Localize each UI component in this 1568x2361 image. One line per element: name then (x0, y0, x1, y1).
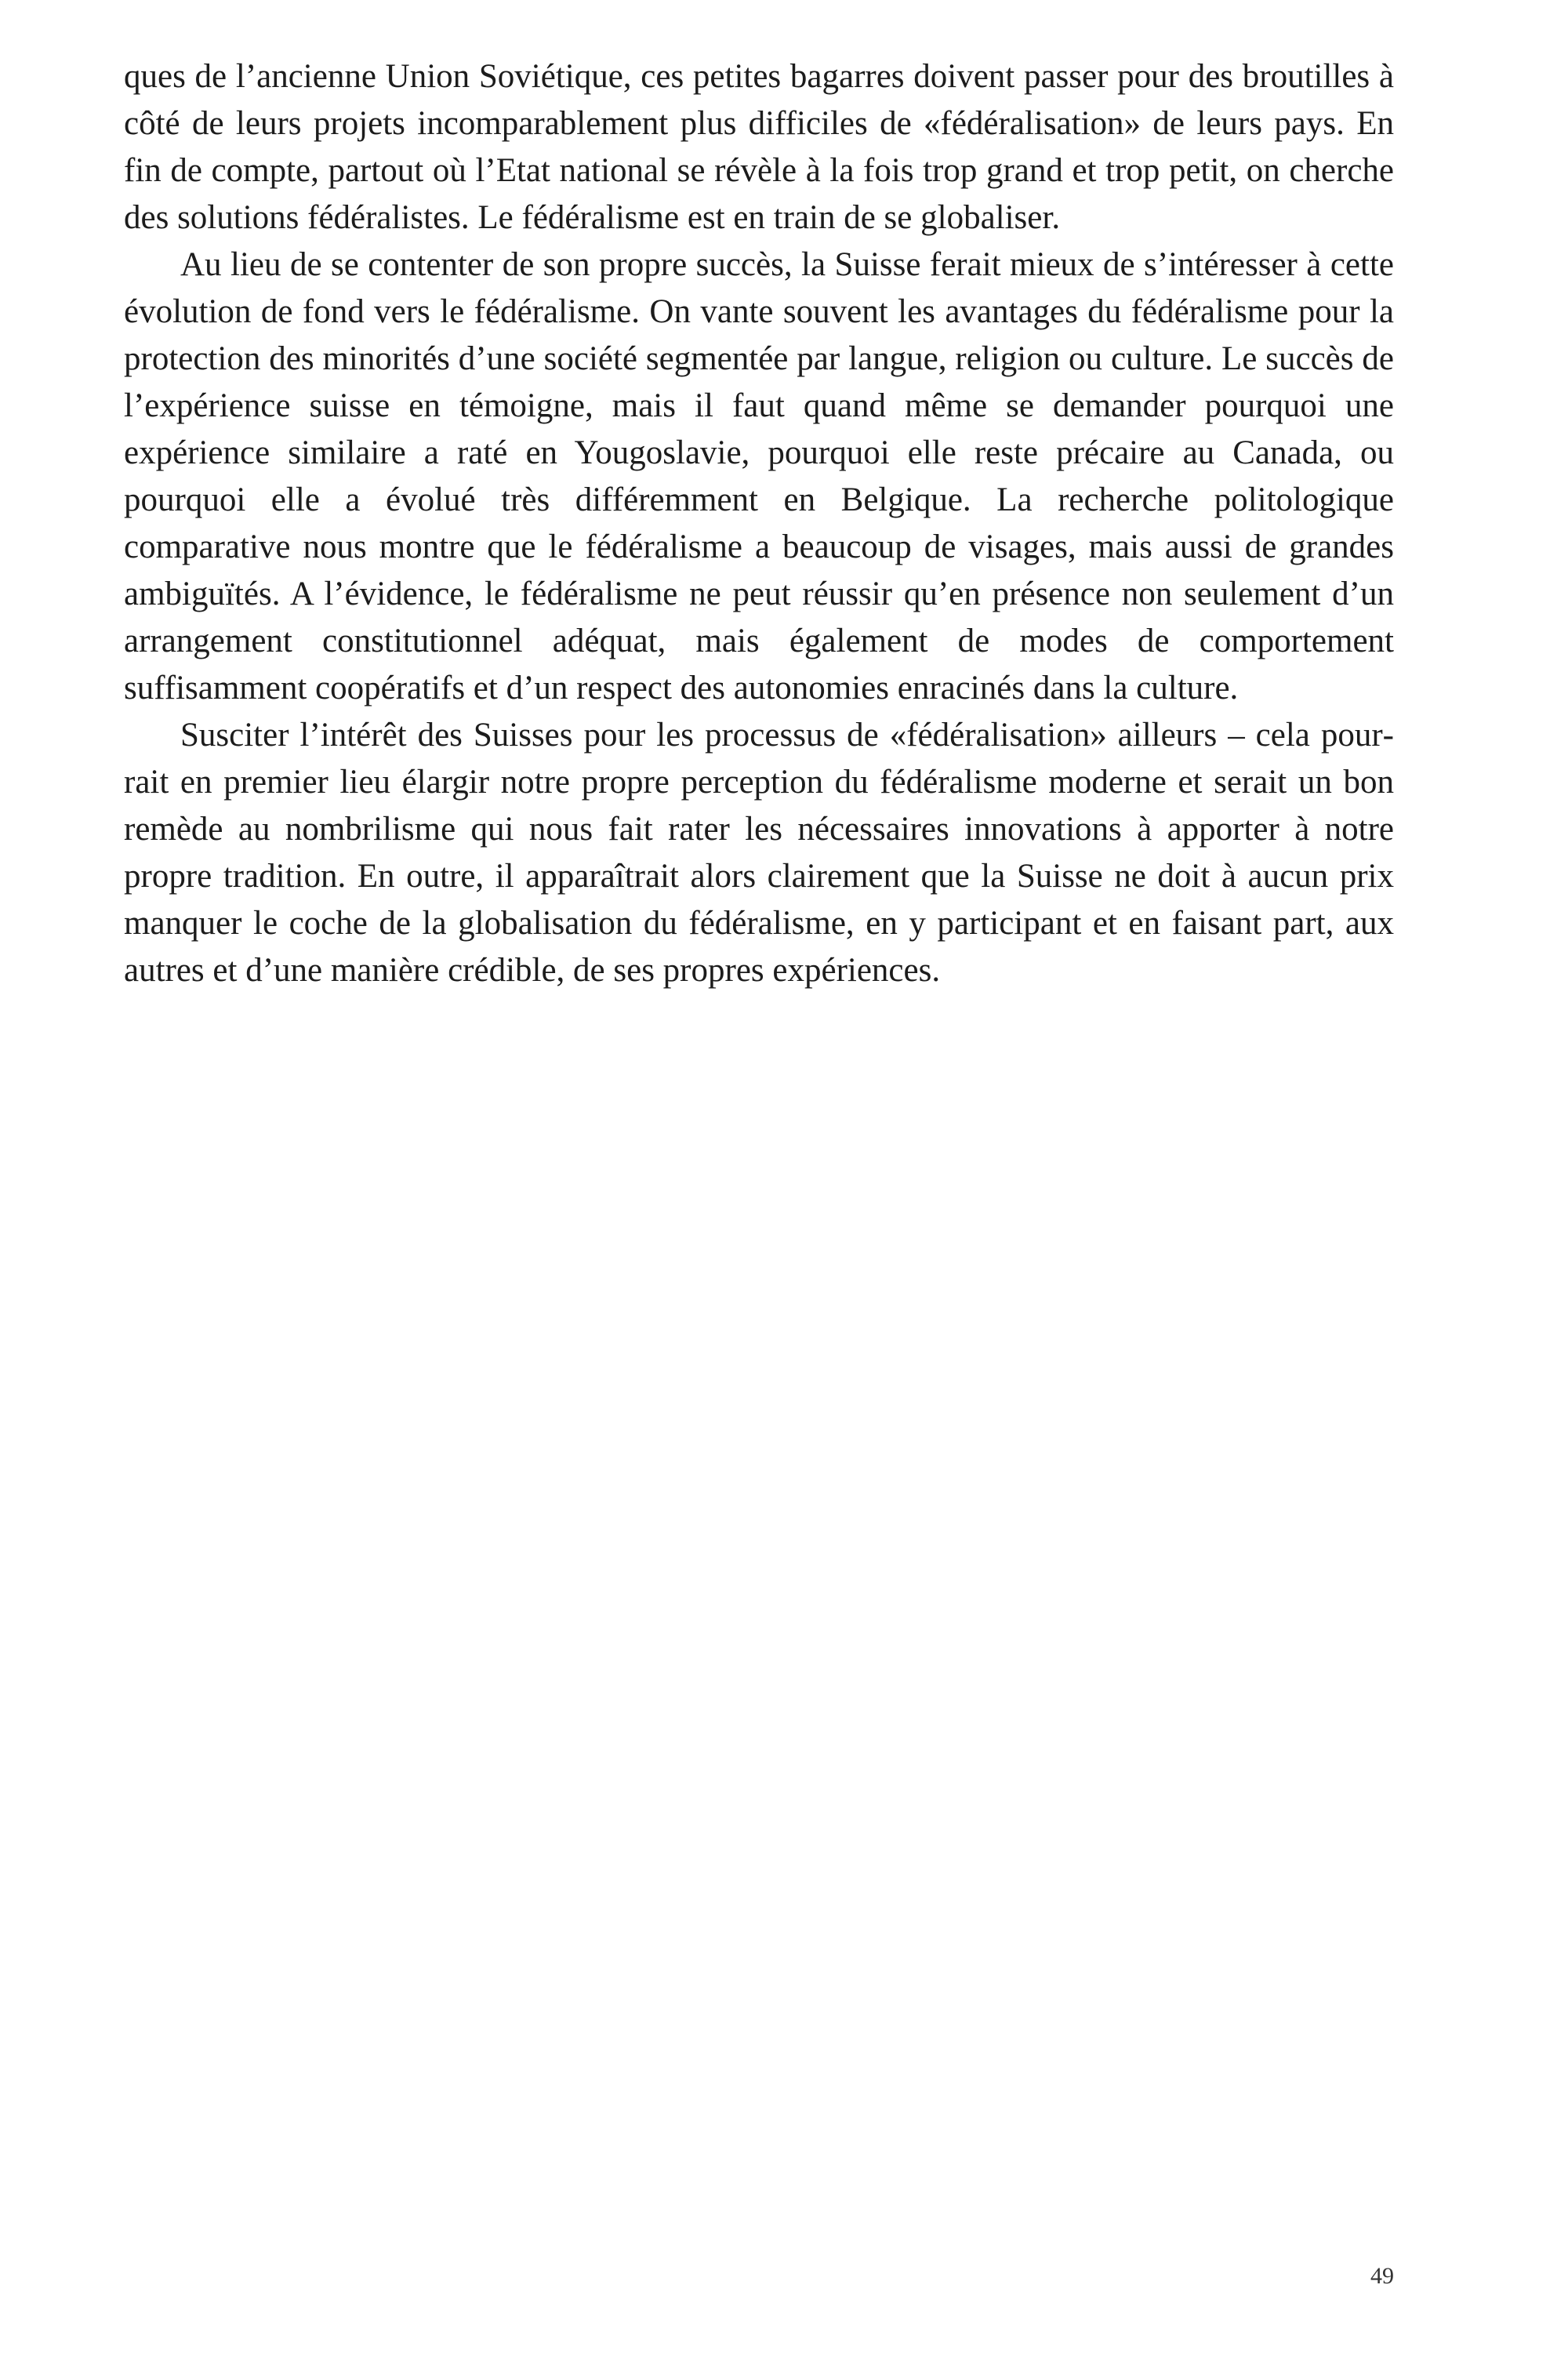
paragraph-federalism-evolution: Au lieu de se contenter de son propre succès, la Suisse ferait mieux de s’intéresser à cette évolution de fond vers le fédéralisme. On vante souvent les avantages du fédéralisme pour la protection des minorités d’une société segmentée par langue, religion ou culture. Le succès de l’expérience suisse en témoigne, mais il faut quand même se demander pourquoi une expérience similaire a raté en Yougoslavie, pourquoi elle reste précaire au Canada, ou pourquoi elle a évolué très différemment en Belgique. La recherche politologique comparative nous montre que le fédéralisme a beaucoup de visages, mais aussi de grandes ambiguïtés. A l’évidence, le fédéralisme ne peut réussir qu’en présence non seulement d’un arrangement constitutionnel adéquat, mais également de modes de comportement suffisamment coopératifs et d’un respect des autonomies enracinés dans la culture. (124, 246, 1394, 706)
paragraph-swiss-interest: Susciter l’intérêt des Suisses pour les processus de «fédéralisation» ailleurs – cela pourrait en premier lieu élargir notre propre perception du fédéralisme moderne et serait un bon remède au nombrilisme qui nous fait rater les nécessaires innovations à apporter à notre propre tradition. En outre, il apparaîtrait alors clairement que la Suisse ne doit à aucun prix manquer le coche de la globalisation du fédéralisme, en y participant et en faisant part, aux autres et d’une manière crédible, de ses propres expériences. (124, 717, 1394, 989)
body-text (124, 53, 1394, 994)
paragraph-continuation: ques de l’ancienne Union Soviétique, ces petites bagarres doivent passer pour des broutilles à côté de leurs projets incomparablement plus difficiles de «fédéralisation» de leurs pays. En fin de compte, partout où l’Etat national se révèle à la fois trop grand et trop petit, on cherche des solutions fédéralistes. Le fédéralisme est en train de se globaliser. (124, 58, 1394, 236)
page-number: 49 (1370, 2263, 1394, 2289)
